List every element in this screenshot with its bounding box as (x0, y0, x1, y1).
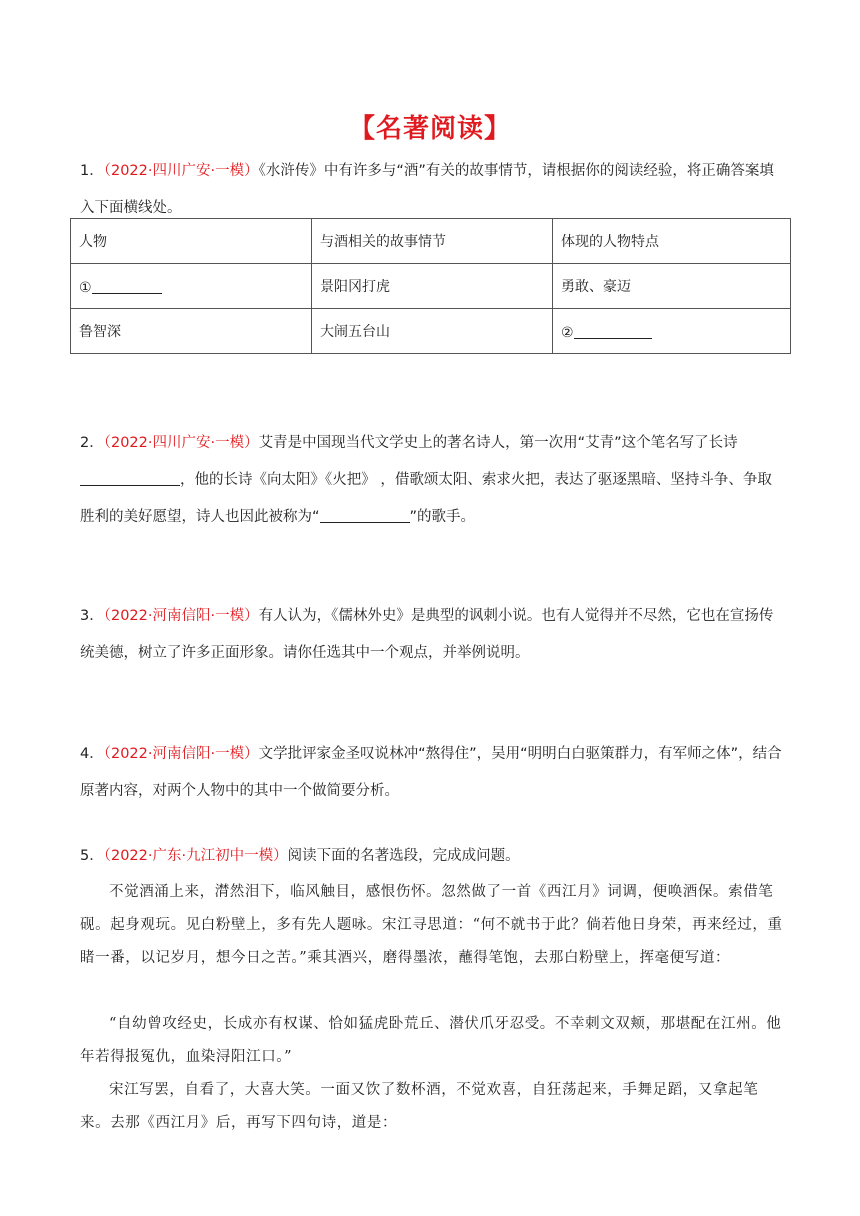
question-2 (80, 425, 785, 536)
question-number: 1． (80, 163, 104, 179)
question-source: （2022·四川广安·一模） (103, 435, 259, 451)
table-cell (71, 264, 312, 309)
question-text: 阅读下面的名著选段，完成成问题。 (287, 848, 520, 864)
question-text: 文学批评家金圣叹说林冲“熬得住”，吴用“明明白白驱策群力，有军师之体”，结合原著内容，对两个人物中的其中一个做简要分析。 (80, 746, 782, 799)
question-source: （2022·河南信阳·一模） (103, 746, 259, 762)
table-header-row (71, 219, 791, 264)
answer-blank (574, 322, 652, 339)
question-source: （2022·河南信阳·一模） (103, 608, 259, 624)
table-row (71, 309, 791, 354)
question-number: 4． (80, 746, 104, 762)
table-row (71, 264, 791, 309)
question-text: 有人认为，《儒林外史》是典型的讽刺小说。也有人觉得并不尽然，它也在宣扬传统美德，树立了许多正面形象。请你任选其中一个观点，并举例说明。 (80, 608, 774, 661)
page-title: 【名著阅读】 (348, 114, 511, 144)
passage-paragraph: 宋江写罢，自看了，大喜大笑。一面又饮了数杯酒，不觉欢喜，自狂荡起来，手舞足蹈，又拿起笔来。去那《西江月》后，再写下四句诗，道是： (80, 1082, 759, 1131)
answer-blank (80, 469, 180, 486)
table-header-cell: 与酒相关的故事情节 (312, 219, 553, 264)
blank-marker: ② (561, 324, 574, 341)
answer-blank (320, 506, 410, 523)
question-5 (80, 838, 785, 875)
question-number: 5． (80, 848, 104, 864)
table-header-cell: 体现的人物特点 (553, 219, 791, 264)
table-cell: 鲁智深 (71, 309, 312, 354)
table-cell: 勇敢、豪迈 (553, 264, 791, 309)
question-source: （2022·广东·九江初中一模） (103, 848, 288, 864)
answer-table (70, 218, 791, 354)
question-text: ，他的长诗《向太阳》《火把》 ，借歌颂太阳、索求火把，表达了驱逐黑暗、坚持斗争、争取胜利的美好愿望，诗人也因此被称为“ (80, 472, 772, 525)
table-cell: 景阳冈打虎 (312, 264, 553, 309)
question-3 (80, 598, 785, 672)
question-4 (80, 736, 785, 810)
passage-paragraph: “自幼曾攻经史，长成亦有权谋、恰如猛虎卧荒丘、潜伏爪牙忍受。不幸刺文双颊，那堪配在江州。他年若得报冤仇，血染浔阳江口。” (80, 1016, 782, 1065)
question-text: 艾青是中国现当代文学史上的著名诗人，第一次用“艾青”这个笔名写了长诗 (258, 435, 738, 451)
table-cell (553, 309, 791, 354)
question-text: 《水浒传》中有许多与“酒”有关的故事情节，请根据你的阅读经验，将正确答案填入下面横线处。 (80, 163, 774, 216)
table-header-cell: 人物 (71, 219, 312, 264)
question-1 (80, 153, 785, 227)
question-number: 2． (80, 435, 104, 451)
question-number: 3． (80, 608, 104, 624)
blank-marker: ① (79, 279, 92, 296)
table-cell: 大闹五台山 (312, 309, 553, 354)
question-source: （2022·四川广安·一模） (103, 163, 259, 179)
question-text: ”的歌手。 (409, 509, 476, 525)
passage-paragraph: 不觉酒涌上来，潸然泪下，临风触目，感恨伤怀。忽然做了一首《西江月》词调，便唤酒保。索借笔砚。起身观玩。见白粉壁上，多有先人题咏。宋江寻思道：“何不就书于此？倘若他日身荣，再来经过，重睹一番，以记岁月，想今日之苦。”乘其酒兴，磨得墨浓，蘸得笔饱，去那白粉壁上，挥毫便写道： (80, 884, 783, 966)
answer-blank (92, 277, 162, 294)
